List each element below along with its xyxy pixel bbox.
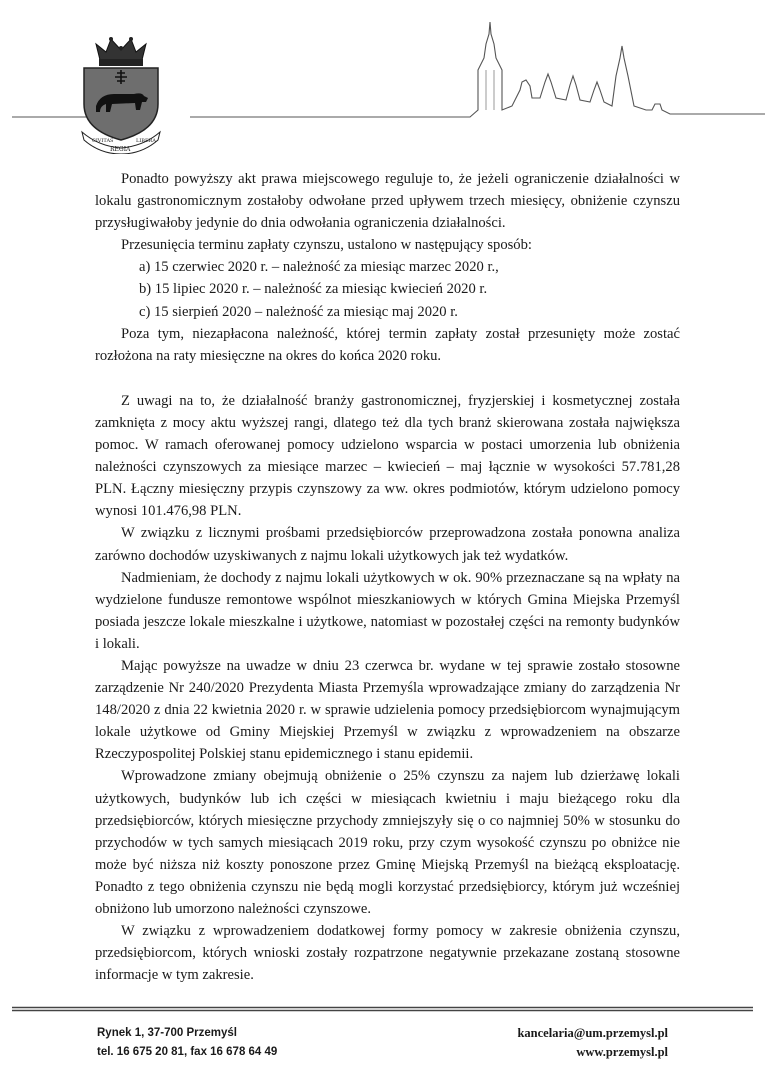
paragraph: W związku z wprowadzeniem dodatkowej formy pomocy w zakresie obniżenia czynszu, przedsiębiorcom, których wnioski zostały rozpatrzone negatywnie przekazane zostaną stosowne informacje w tym zakresie.: [95, 923, 680, 984]
crest-motto-center: REGIA: [110, 146, 131, 153]
paragraph: Ponadto powyższy akt prawa miejscowego reguluje to, że jeżeli ograniczenie działalności w lokalu gastronomicznym zostałoby odwołane przed upływem trzech miesięcy, obniżenie czynszu przysługiwałoby jedynie do dnia odwołania ograniczenia działalności.: [95, 171, 680, 232]
footer-contact-left: [97, 1024, 277, 1062]
list-item: c) 15 sierpień 2020 – należność za miesiąc maj 2020 r.: [139, 303, 458, 320]
paragraph-spacer: [95, 367, 680, 390]
footer-contact-right: [517, 1024, 668, 1062]
footer-email[interactable]: kancelaria@um.przemysl.pl: [517, 1026, 668, 1040]
paragraph: Przesunięcia terminu zapłaty czynszu, ustalono w następujący sposób:: [121, 237, 532, 254]
paragraph: Z uwagi na to, że działalność branży gastronomicznej, fryzjerskiej i kosmetycznej została zamknięta z mocy aktu wyższej rangi, dlatego też dla tych branż skierowana została największa pomoc. W ramach oferowanej pomocy udzielono wsparcia w postaci umorzenia lub obniżenia należności czynszowych za miesiące marzec – kwiecień – maj łącznie w wysokości 57.781,28 PLN. Łączny miesięczny przypis czynszowy za ww. okres podmiotów, którym udzielono pomocy wynosi 101.476,98 PLN.: [95, 392, 680, 520]
paragraph: Nadmieniam, że dochody z najmu lokali użytkowych w ok. 90% przeznaczane są na wpłaty na wydzielone fundusze remontowe wspólnot mieszkaniowych w których Gmina Miejska Przemyśl posiada jeszcze lokale mieszkalne i użytkowe, natomiast w pozostałej części na remonty budynków i lokali.: [95, 569, 680, 652]
paragraph: Mając powyższe na uwadze w dniu 23 czerwca br. wydane w tej sprawie zostało stosowne zarządzenie Nr 240/2020 Prezydenta Miasta Przemyśla wprowadzające zmiany do zarządzenia Nr 148/2020 z dnia 22 kwietnia 2020 r. w sprawie udzielenia pomocy przedsiębiorcom wynajmującym lokale użytkowe od Gminy Miejskiej Przemyśl w związku z wprowadzeniem na obszarze Rzeczypospolitej Polskiej stanu epidemicznego i stanu epidemii.: [95, 657, 680, 763]
crest-motto-left: CIVITAS: [92, 138, 114, 144]
footer-website[interactable]: www.przemysl.pl: [576, 1045, 668, 1059]
przemysl-coat-of-arms-icon: [78, 36, 164, 154]
list-item: a) 15 czerwiec 2020 r. – należność za miesiąc marzec 2020 r.,: [139, 259, 499, 276]
paragraph: Wprowadzone zmiany obejmują obniżenie o 25% czynszu za najem lub dzierżawę lokali użytkowych, budynków lub ich części w miesiącach kwietniu i maju bieżącego roku dla przedsiębiorców, których miesięczne przychody zmniejszyły się o co najmniej 50% w stosunku do przychodów w tych samych miesiącach 2019 roku, przy czym wysokość czynszu po obniżce nie może być niższa niż koszty ponoszone przez Gminę Miejską Przemyśl na bieżącą eksploatację. Ponadto z tego obniżenia czynszu nie będą mogli korzystać przedsiębiorcy, którym już wcześniej obniżono lub umorzono należności czynszowe.: [95, 768, 680, 917]
letterhead: [0, 0, 765, 160]
crest-motto-right: LIBERA: [136, 138, 156, 144]
letter-body: [95, 168, 680, 986]
footer-address: Rynek 1, 37-700 Przemyśl: [97, 1027, 238, 1039]
footer-divider: [12, 1006, 753, 1012]
paragraph: W związku z licznymi prośbami przedsiębiorców przeprowadzona została ponowna analiza zarówno dochodów uzyskiwanych z najmu lokali użytkowych jak też wydatków.: [95, 525, 680, 564]
footer-phone: tel. 16 675 20 81, fax 16 678 64 49: [97, 1046, 278, 1058]
list-item: b) 15 lipiec 2020 r. – należność za miesiąc kwiecień 2020 r.: [139, 281, 488, 298]
paragraph: Poza tym, niezapłacona należność, której termin zapłaty został przesunięty może zostać rozłożona na raty miesięczne na okres do końca 2020 roku.: [95, 325, 680, 364]
